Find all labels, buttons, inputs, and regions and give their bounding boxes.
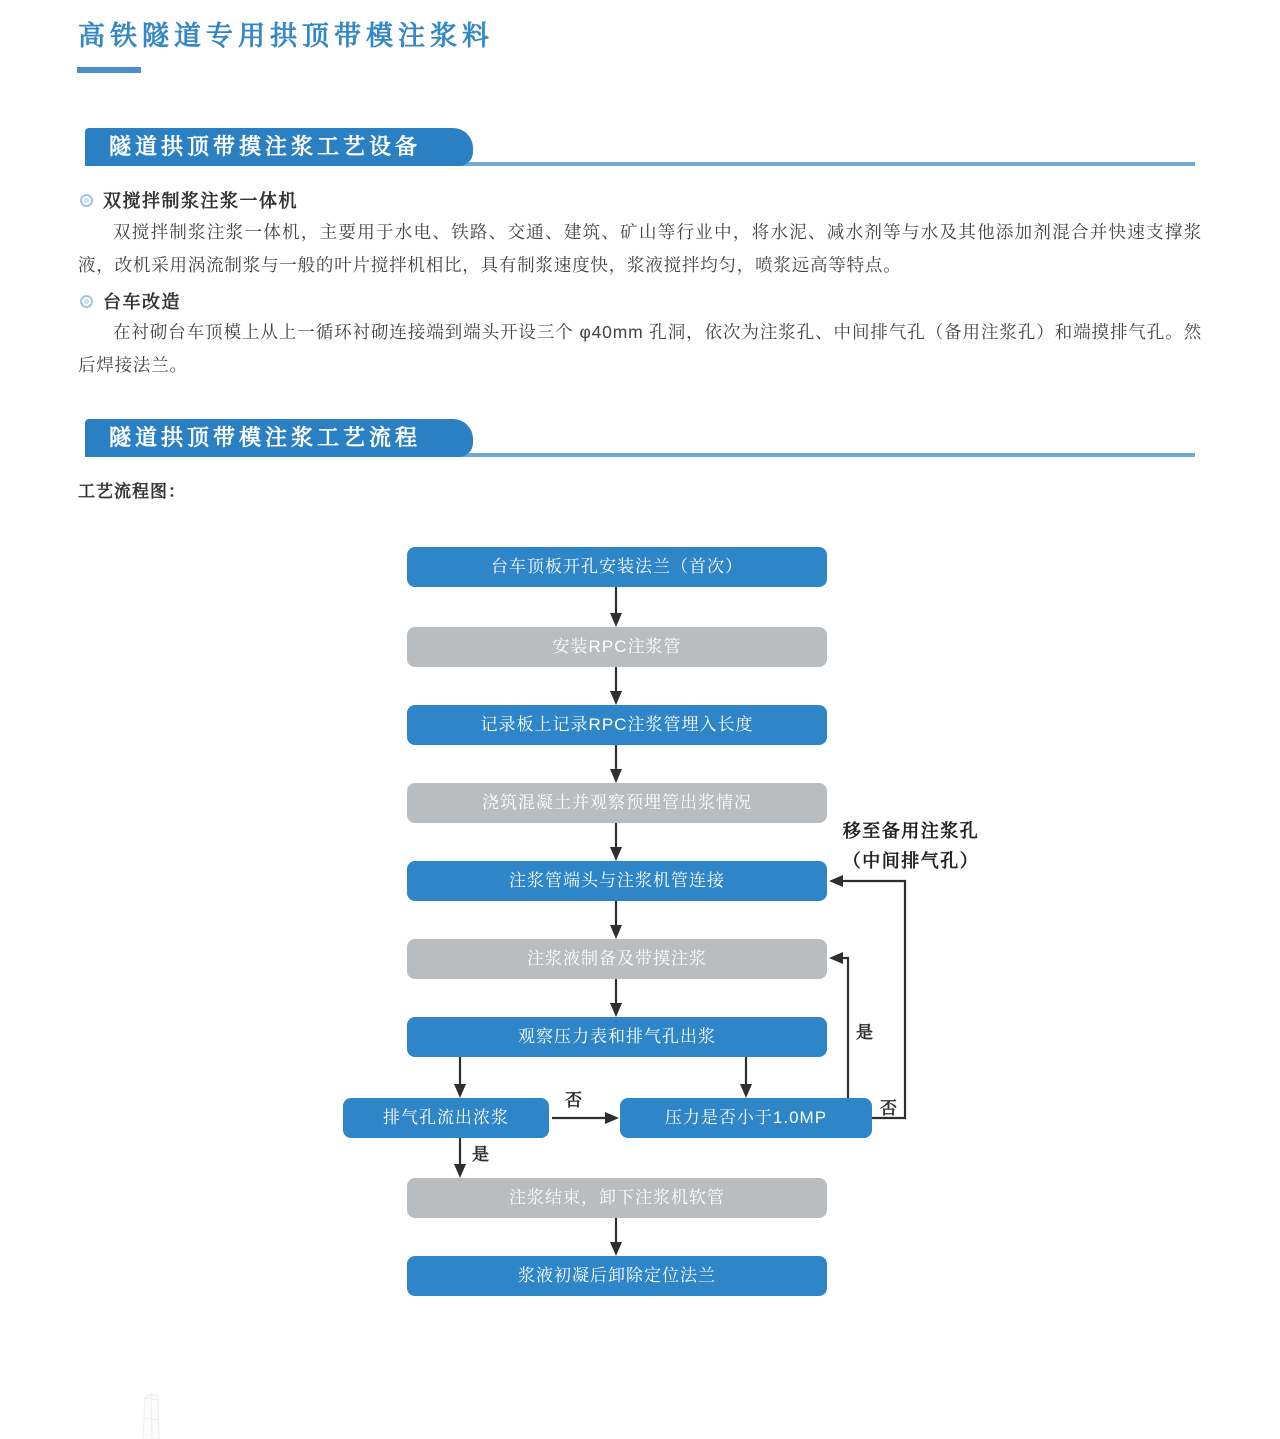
flow-node-record-length: 记录板上记录RPC注浆管埋入长度 bbox=[407, 705, 827, 745]
page-title: 高铁隧道专用拱顶带模注浆料 bbox=[78, 21, 494, 51]
double-circle-bullet-icon bbox=[80, 194, 93, 207]
flow-node-install-flange: 台车顶板开孔安装法兰（首次） bbox=[407, 547, 827, 587]
bullet-item-trolley bbox=[80, 288, 181, 314]
section-1-ribbon: 隧道拱顶带摸注浆工艺设备 bbox=[85, 128, 473, 166]
section-2-ribbon: 隧道拱顶带模注浆工艺流程 bbox=[85, 419, 473, 457]
edge-label-no-loop: 否 bbox=[880, 1099, 898, 1118]
building-watermark-icon bbox=[131, 1390, 175, 1439]
bullet-heading: 台车改造 bbox=[103, 292, 181, 312]
paragraph-trolley: 在衬砌台车顶模上从上一循环衬砌连接端到端头开设三个 φ40mm 孔洞，依次为注浆孔、中间排气孔（备用注浆孔）和端摸排气孔。然后焊接法兰。 bbox=[78, 322, 1202, 375]
loop-annotation bbox=[843, 816, 980, 876]
flow-node-vent-thick-grout: 排气孔流出浓浆 bbox=[343, 1098, 549, 1138]
title-underline bbox=[77, 67, 141, 73]
flow-node-remove-flange: 浆液初凝后卸除定位法兰 bbox=[407, 1256, 827, 1296]
process-flowchart bbox=[0, 530, 1280, 1330]
flow-node-pressure-check: 压力是否小于1.0MP bbox=[620, 1098, 872, 1138]
flow-node-finish-grouting: 注浆结束，卸下注浆机软管 bbox=[407, 1178, 827, 1218]
flow-node-prepare-grout: 注浆液制备及带摸注浆 bbox=[407, 939, 827, 979]
double-circle-bullet-icon bbox=[80, 295, 93, 308]
flow-node-install-rpc-pipe: 安装RPC注浆管 bbox=[407, 627, 827, 667]
edge-label-no: 否 bbox=[565, 1091, 583, 1110]
flow-figure-label: 工艺流程图： bbox=[78, 482, 186, 501]
loop-annotation-line1: 移至备用注浆孔 bbox=[842, 821, 980, 841]
edge-label-yes: 是 bbox=[472, 1145, 490, 1164]
bullet-heading: 双搅拌制浆注浆一体机 bbox=[103, 191, 298, 211]
bullet-item-mixer bbox=[80, 187, 298, 213]
edge-label-yes-loop: 是 bbox=[856, 1023, 874, 1042]
loop-annotation-line2: （中间排气孔） bbox=[842, 851, 980, 871]
flow-node-observe-pressure: 观察压力表和排气孔出浆 bbox=[407, 1017, 827, 1057]
flow-node-connect-pipe: 注浆管端头与注浆机管连接 bbox=[407, 861, 827, 901]
flow-node-pour-concrete: 浇筑混凝土并观察预埋管出浆情况 bbox=[407, 783, 827, 823]
paragraph-mixer: 双搅拌制浆注浆一体机，主要用于水电、铁路、交通、建筑、矿山等行业中，将水泥、减水剂等与水及其他添加剂混合并快速支撑浆液，改机采用涡流制浆与一般的叶片搅拌机相比，具有制浆速度快，浆液搅拌均匀，喷浆远高等特点。 bbox=[78, 222, 1202, 275]
